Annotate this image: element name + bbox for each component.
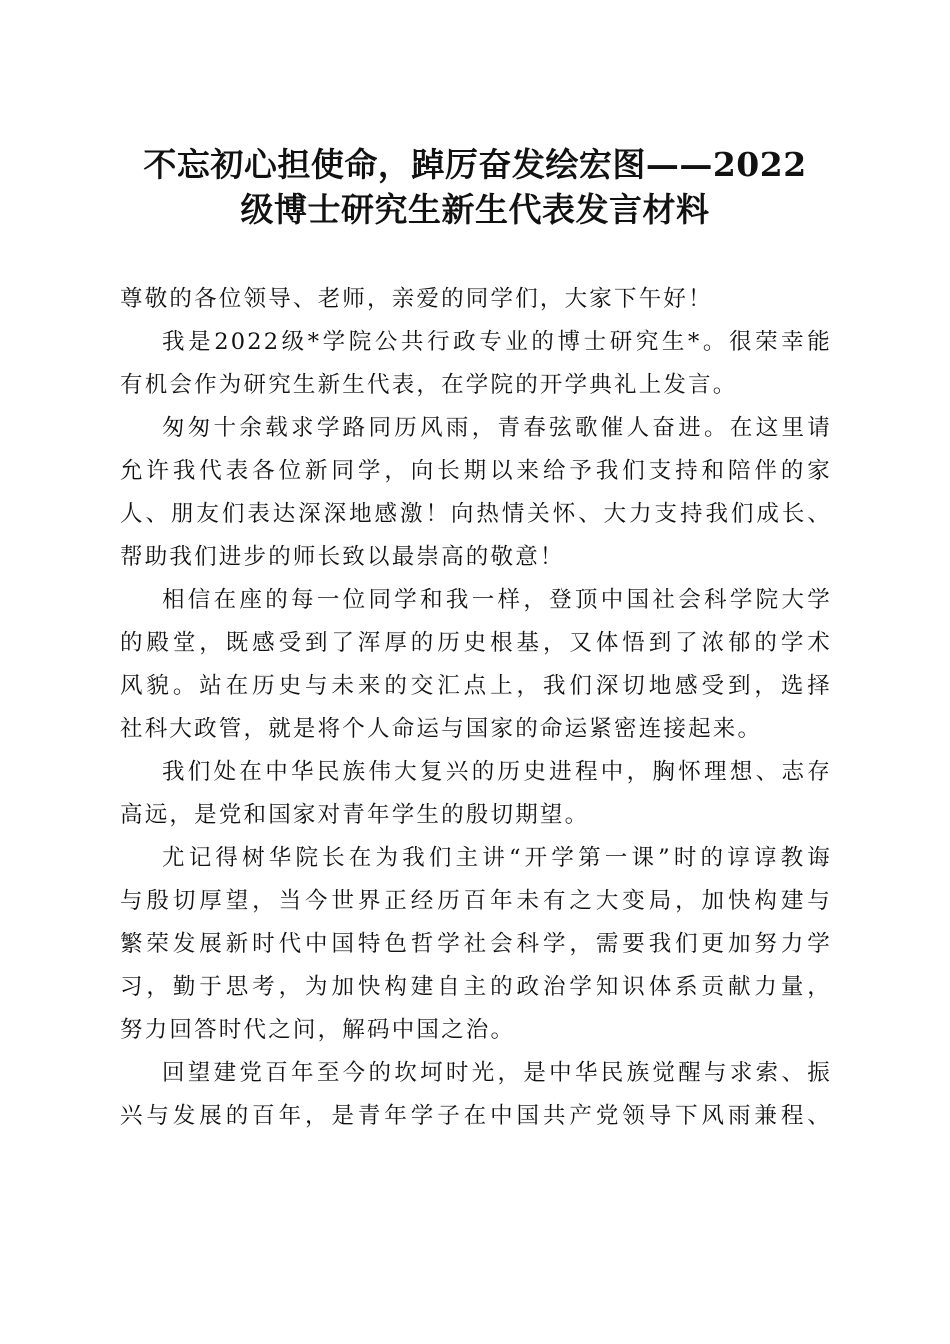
body-line: 社科大政管，就是将个人命运与国家的命运紧密连接起来。 bbox=[120, 716, 763, 742]
body-line: 习，勤于思考，为加快构建自主的政治学知识体系贡献力量， bbox=[120, 974, 832, 1000]
body-line: 帮助我们进步的师长致以最崇高的敬意！ bbox=[120, 544, 565, 570]
body-line: 匆匆十余载求学路同历风雨，青春弦歌催人奋进。在这里请 bbox=[162, 415, 832, 441]
body-line: 回望建党百年至今的坎坷时光，是中华民族觉醒与求索、振 bbox=[162, 1060, 832, 1086]
body-line: 我们处在中华民族伟大复兴的历史进程中，胸怀理想、志存 bbox=[162, 759, 832, 785]
body-line: 尤记得树华院长在为我们主讲“开学第一课”时的谆谆教诲 bbox=[162, 845, 832, 871]
document-body bbox=[120, 278, 832, 1138]
body-line: 努力回答时代之问，解码中国之治。 bbox=[120, 1017, 516, 1043]
body-line: 高远，是党和国家对青年学生的殷切期望。 bbox=[120, 802, 590, 828]
body-line: 尊敬的各位领导、老师，亲爱的同学们，大家下午好！ bbox=[120, 286, 713, 312]
body-line: 风貌。站在历史与未来的交汇点上，我们深切地感受到，选择 bbox=[120, 673, 832, 699]
body-line: 兴与发展的百年，是青年学子在中国共产党领导下风雨兼程、 bbox=[120, 1103, 832, 1129]
document-title bbox=[90, 142, 860, 232]
body-line: 人、朋友们表达深深地感激！向热情关怀、大力支持我们成长、 bbox=[120, 501, 832, 527]
body-line: 允许我代表各位新同学，向长期以来给予我们支持和陪伴的家 bbox=[120, 458, 832, 484]
body-line: 与殷切厚望，当今世界正经历百年未有之大变局，加快构建与 bbox=[120, 888, 832, 914]
body-line: 有机会作为研究生新生代表，在学院的开学典礼上发言。 bbox=[120, 372, 738, 398]
body-line: 繁荣发展新时代中国特色哲学社会科学，需要我们更加努力学 bbox=[120, 931, 832, 957]
title-line: 级博士研究生新生代表发言材料 bbox=[240, 190, 710, 229]
body-line: 我是2022级*学院公共行政专业的博士研究生*。很荣幸能 bbox=[162, 329, 832, 355]
title-line: 不忘初心担使命，踔厉奋发绘宏图——2022 bbox=[143, 145, 807, 184]
body-line: 相信在座的每一位同学和我一样，登顶中国社会科学院大学 bbox=[162, 587, 832, 613]
body-line: 的殿堂，既感受到了浑厚的历史根基，又体悟到了浓郁的学术 bbox=[120, 630, 832, 656]
